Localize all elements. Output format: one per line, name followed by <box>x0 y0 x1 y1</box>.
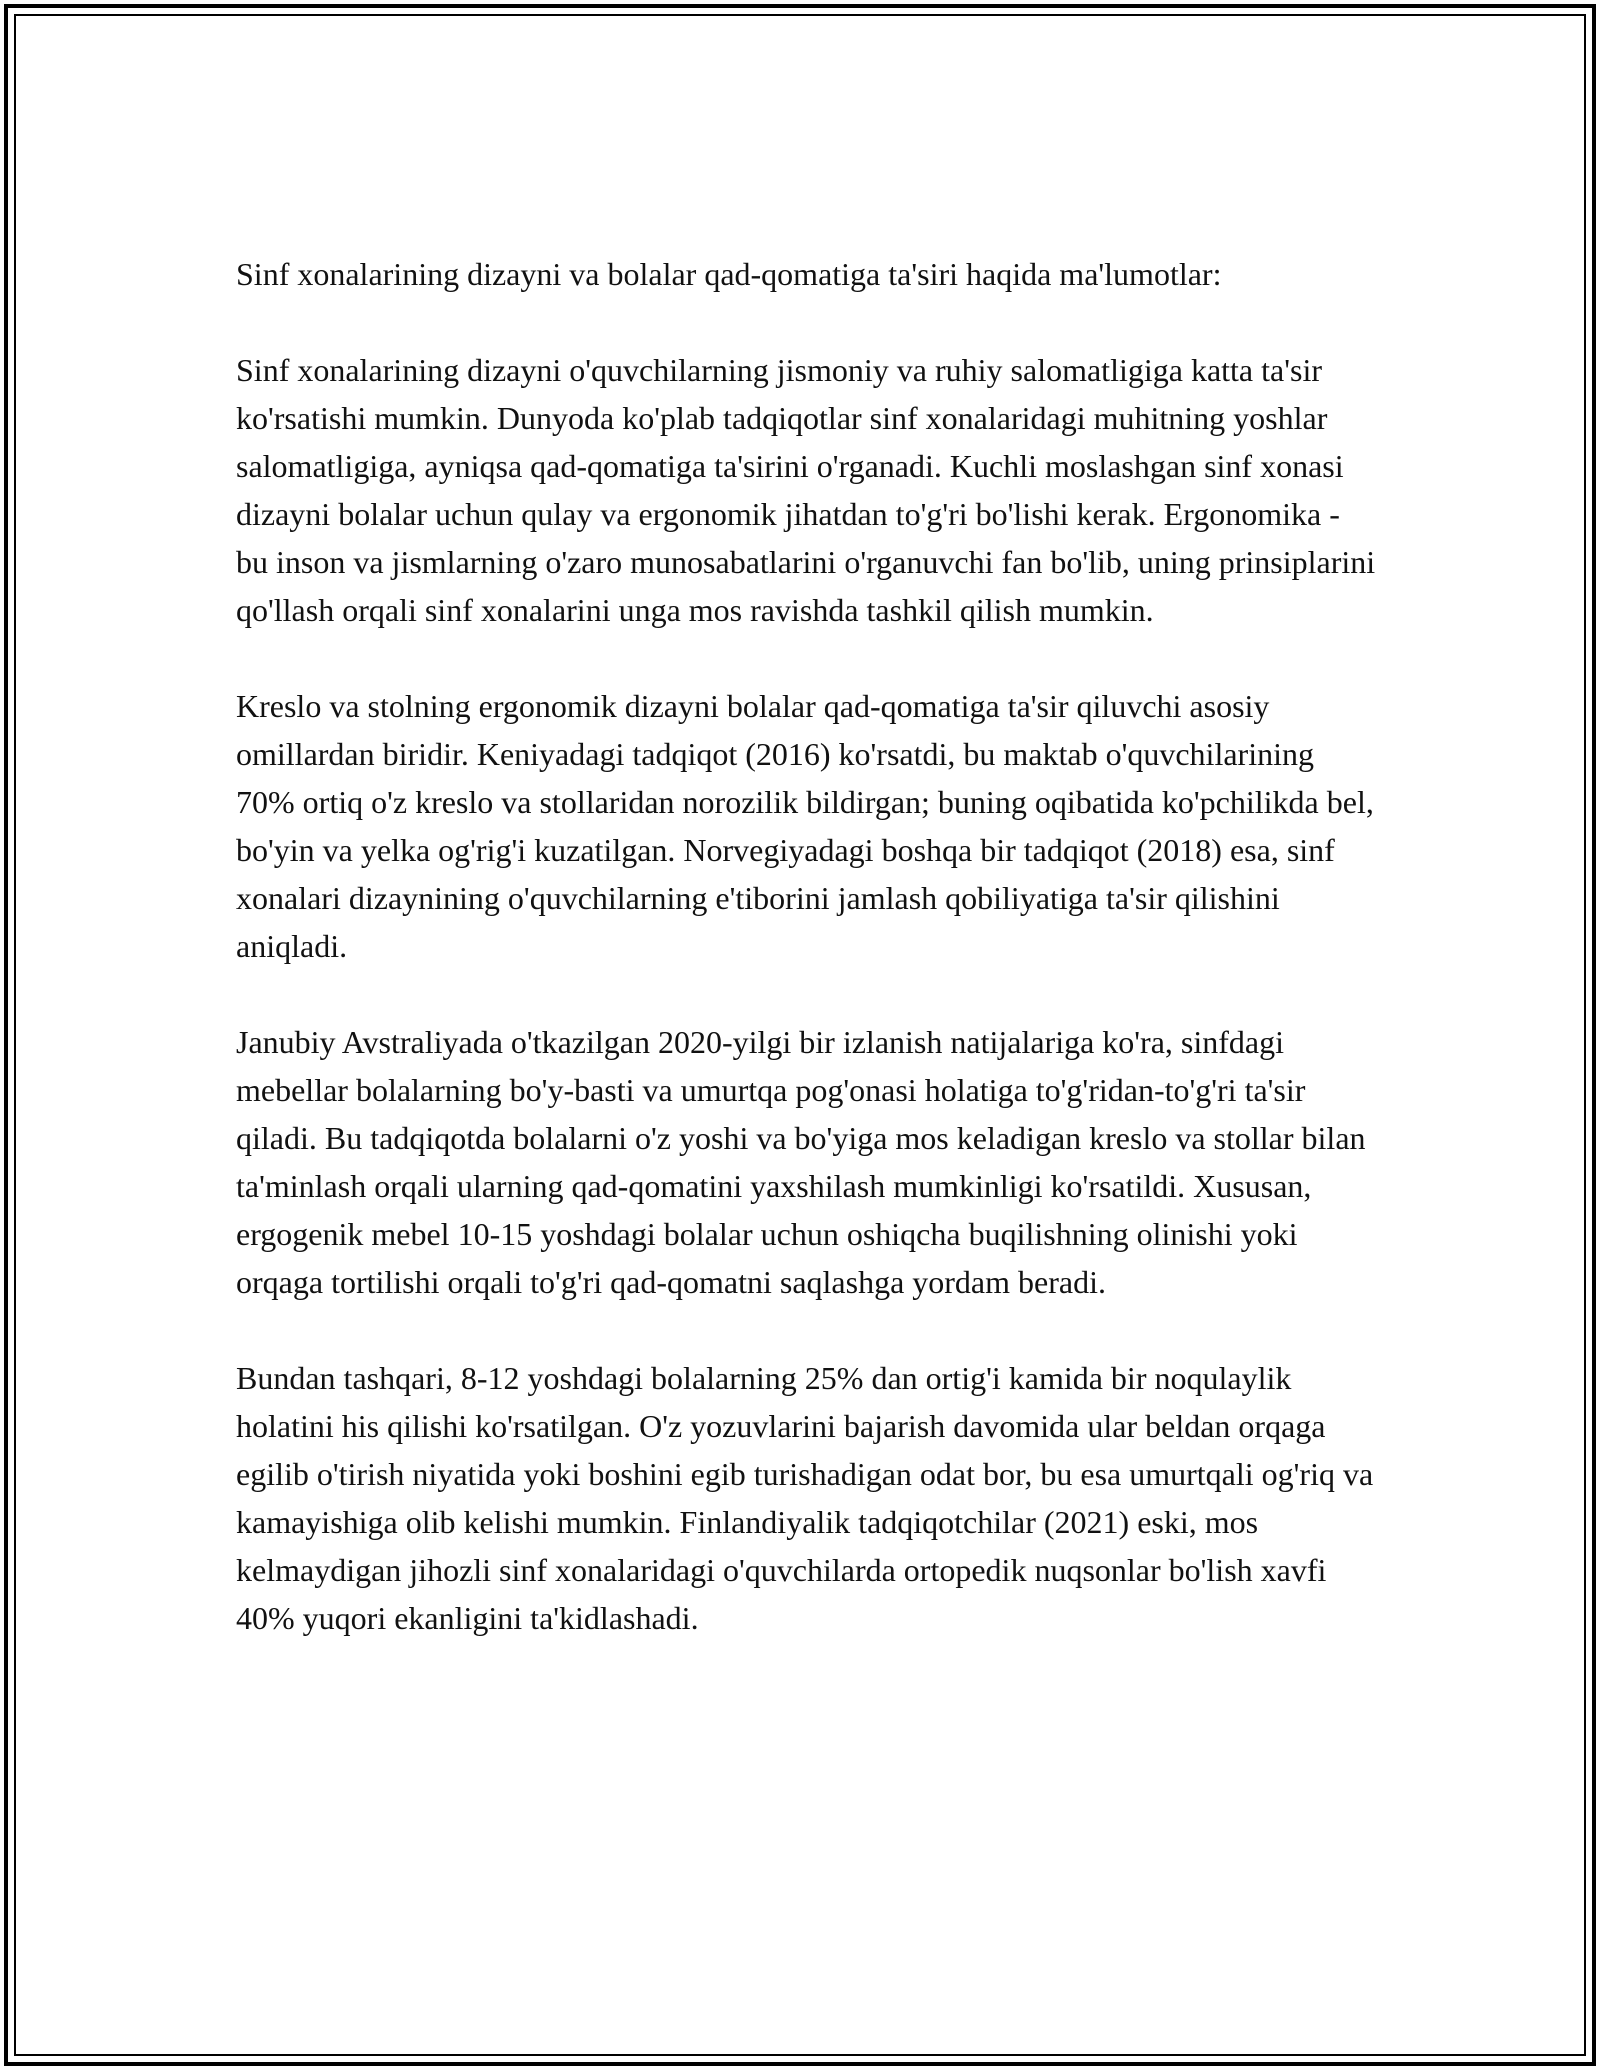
paragraph-3: Janubiy Avstraliyada o'tkazilgan 2020-yilgi bir izlanish natijalariga ko'ra, sinfdagi mebellar bolalarning bo'y-basti va umurtqa pog'onasi holatiga to'g'ridan-to'g'ri ta'sir qiladi. Bu tadqiqotda bolalarni o'z yoshi va bo'yiga mos keladigan kreslo va stollar bilan ta'minlash orqali ularning qad-qomatini yaxshilash mumkinligi ko'rsatildi. Xususan, ergogenik mebel 10-15 yoshdagi bolalar uchun oshiqcha buqilishning olinishi yoki orqaga tortilishi orqali to'g'ri qad-qomatni saqlashga yordam beradi. <box>236 1024 1366 1300</box>
paragraph-2: Kreslo va stolning ergonomik dizayni bolalar qad-qomatiga ta'sir qiluvchi asosiy omillardan biridir. Keniyadagi tadqiqot (2016) ko'rsatdi, bu maktab o'quvchilarining 70% ortiq o'z kreslo va stollaridan norozilik bildirgan; buning oqibatida ko'pchilikda bel, bo'yin va yelka og'rig'i kuzatilgan. Norvegiyadagi boshqa bir tadqiqot (2018) esa, sinf xonalari dizaynining o'quvchilarning e'tiborini jamlash qobiliyatiga ta'sir qilishini aniqladi. <box>236 688 1374 964</box>
paragraph-1: Sinf xonalarining dizayni o'quvchilarning jismoniy va ruhiy salomatligiga katta ta'sir ko'rsatishi mumkin. Dunyoda ko'plab tadqiqotlar sinf xonalaridagi muhitning yoshlar salomatligiga, ayniqsa qad-qomatiga ta'sirini o'rganadi. Kuchli moslashgan sinf xonasi dizayni bolalar uchun qulay va ergonomik jihatdan to'g'ri bo'lishi kerak. Ergonomika - bu inson va jismlarning o'zaro munosabatlarini o'rganuvchi fan bo'lib, uning prinsiplarini qo'llash orqali sinf xonalarini unga mos ravishda tashkil qilish mumkin. <box>236 352 1376 628</box>
document-heading: Sinf xonalarining dizayni va bolalar qad-qomatiga ta'siri haqida ma'lumotlar: <box>236 256 1222 292</box>
paragraph-4: Bundan tashqari, 8-12 yoshdagi bolalarning 25% dan ortig'i kamida bir noqulaylik holatini his qilishi ko'rsatilgan. O'z yozuvlarini bajarish davomida ular beldan orqaga egilib o'tirish niyatida yoki boshini egib turishadigan odat bor, bu esa umurtqali og'riq va kamayishiga olib kelishi mumkin. Finlandiyalik tadqiqotchilar (2021) eski, mos kelmaydigan jihozli sinf xonalaridagi o'quvchilarda ortopedik nuqsonlar bo'lish xavfi 40% yuqori ekanligini ta'kidlashadi. <box>236 1360 1374 1636</box>
document-body <box>236 250 1376 1690</box>
